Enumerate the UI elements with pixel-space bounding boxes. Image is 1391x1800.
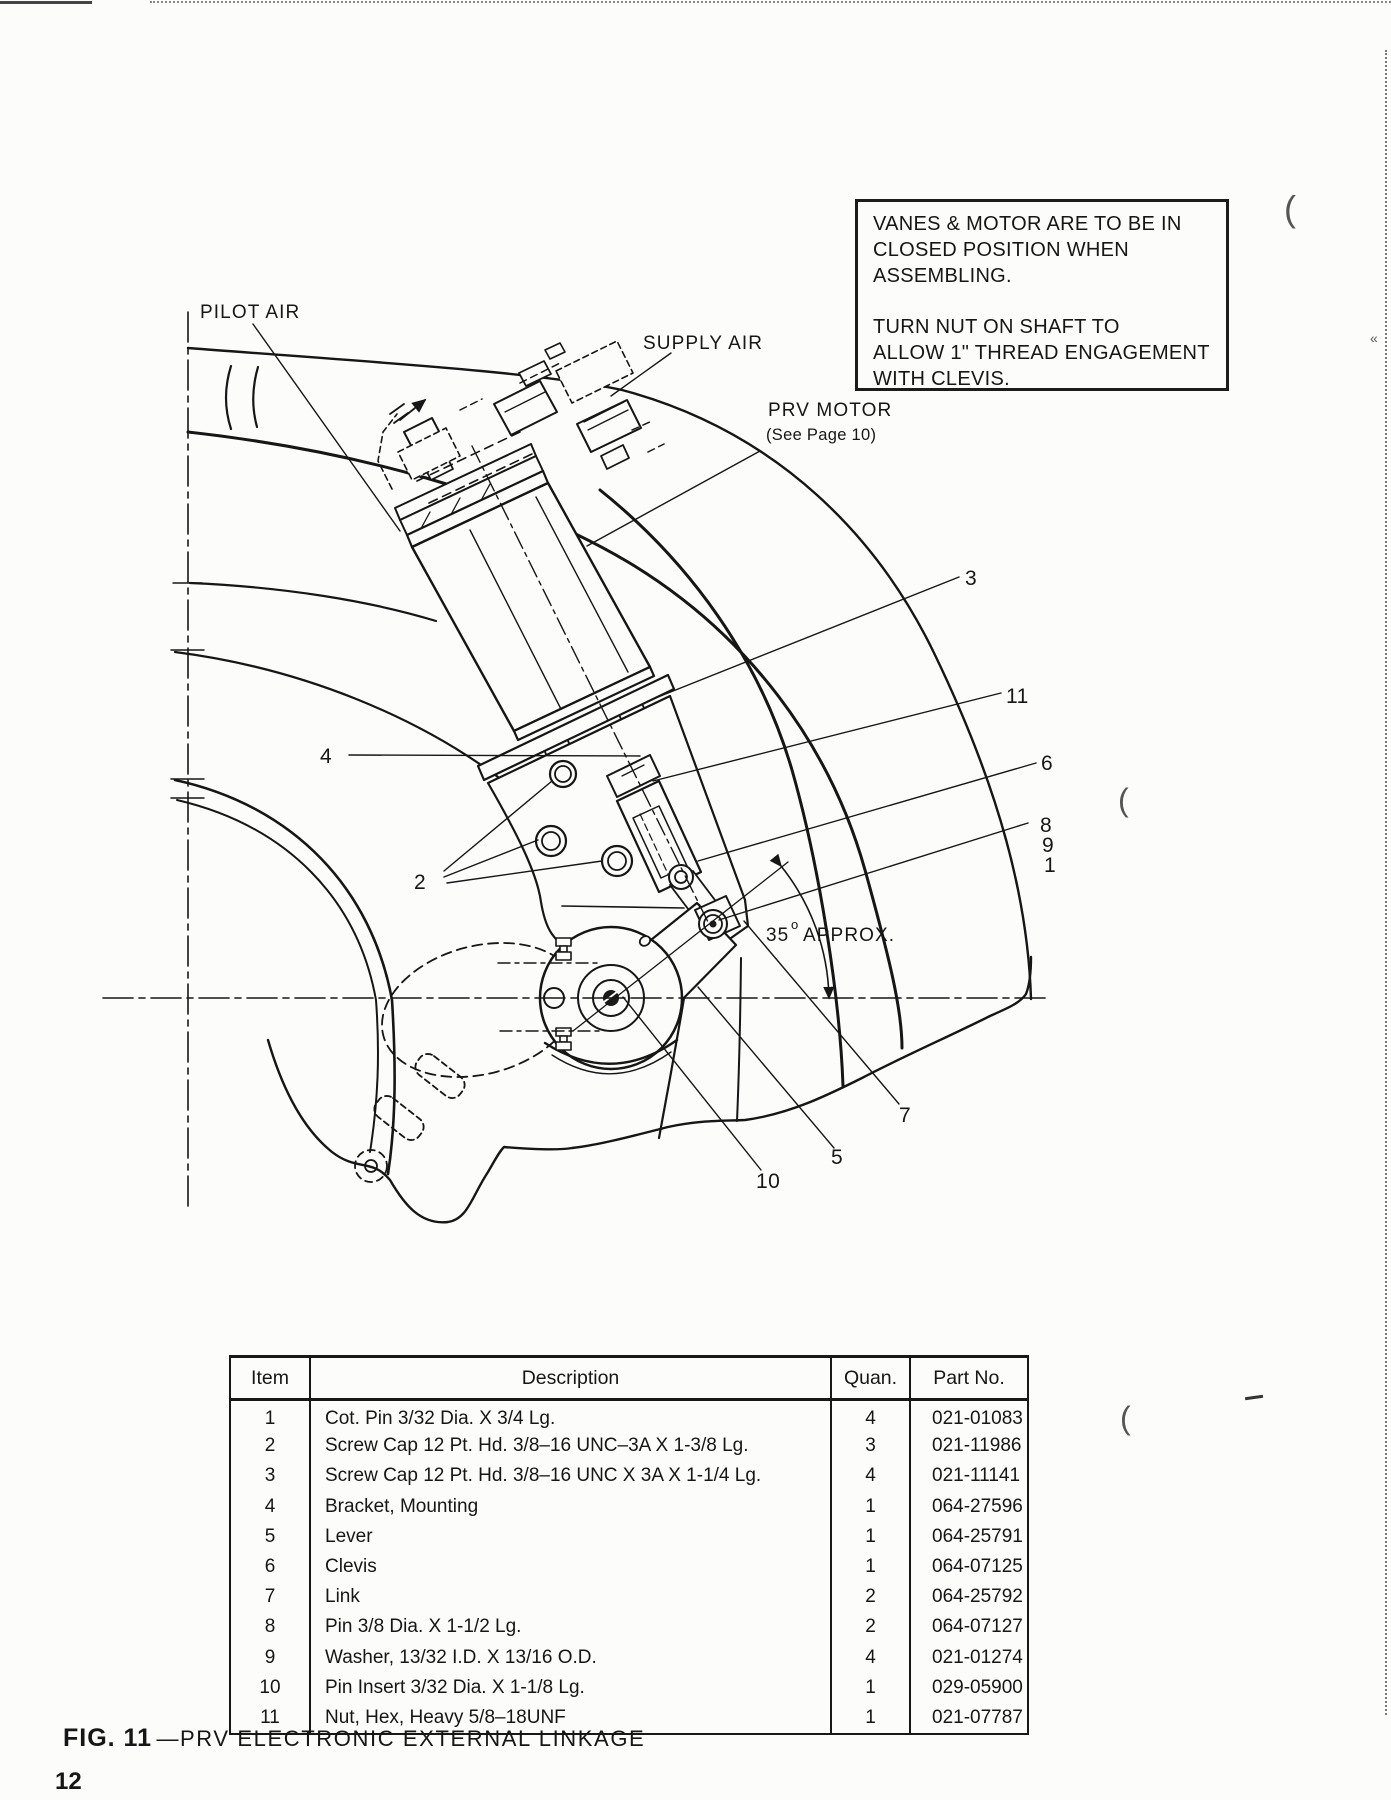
leader-pilot-air: [253, 324, 400, 531]
supply-fitting: [577, 400, 641, 452]
supply-foot: [601, 445, 629, 469]
cell-item: 4: [264, 1495, 276, 1517]
table-row: [231, 1643, 1027, 1673]
callout-10: 10: [756, 1170, 781, 1193]
supply-air-label: SUPPLY AIR: [643, 333, 764, 354]
table-row: [231, 1612, 1027, 1642]
cell-part-no: 064-07125: [909, 1552, 1027, 1582]
cell-quan: 1: [830, 1522, 909, 1552]
table-header-row: [231, 1358, 1027, 1401]
cell-description: Link: [309, 1582, 830, 1612]
header-item: Item: [251, 1367, 289, 1389]
angle-value-label: 35: [766, 925, 790, 946]
table-row: [231, 1673, 1027, 1703]
figure-title: —PRV ELECTRONIC EXTERNAL LINKAGE: [156, 1726, 646, 1751]
cell-quan: 3: [830, 1431, 909, 1461]
cell-part-no: 021-01274: [909, 1643, 1027, 1673]
page-number: 12: [55, 1768, 82, 1795]
scan-edge-right: [1385, 50, 1387, 1715]
note-box: [855, 199, 1229, 391]
cell-part-no: 064-25791: [909, 1522, 1027, 1552]
inlet-curve-right: [253, 367, 258, 427]
scan-paren-2: (: [1118, 782, 1129, 818]
table-row: [231, 1552, 1027, 1582]
cell-description: Bracket, Mounting: [309, 1492, 830, 1522]
cell-quan: 1: [830, 1703, 909, 1733]
table-row: [231, 1401, 1027, 1431]
cell-quan: 1: [830, 1673, 909, 1703]
cell-quan: 4: [830, 1643, 909, 1673]
inlet-curve-left: [226, 366, 231, 429]
cell-item: 1: [264, 1408, 276, 1429]
cell-quan: 1: [830, 1552, 909, 1582]
screw-a-inner: [555, 766, 571, 782]
cell-description: Lever: [309, 1522, 830, 1552]
cell-quan: 2: [830, 1612, 909, 1642]
cell-description: Screw Cap 12 Pt. Hd. 3/8–16 UNC–3A X 1-3/8 Lg.: [309, 1431, 830, 1461]
cell-quan: 1: [830, 1492, 909, 1522]
header-description: Description: [309, 1358, 830, 1398]
cell-part-no: 021-01083: [909, 1401, 1027, 1431]
cell-item: 10: [259, 1676, 281, 1698]
rim-arc-2: [175, 652, 510, 786]
table-row: [231, 1492, 1027, 1522]
scan-edge-dots: [150, 1, 1391, 3]
valve-body: [494, 381, 557, 435]
header-quan: Quan.: [830, 1358, 909, 1398]
prv-motor-sublabel: (See Page 10): [766, 426, 877, 444]
callout-5: 5: [831, 1146, 844, 1169]
note-line: WITH CLEVIS.: [873, 367, 1010, 390]
callout-1: 1: [1044, 854, 1057, 877]
cell-item: 8: [264, 1616, 276, 1638]
cell-item: 11: [260, 1706, 280, 1728]
cell-quan: 2: [830, 1582, 909, 1612]
callout-8: 8: [1040, 814, 1053, 837]
leader-callout-3: [648, 577, 959, 701]
cell-description: Nut, Hex, Heavy 5/8–18UNF: [309, 1703, 830, 1733]
cell-part-no: 064-25792: [909, 1582, 1027, 1612]
cell-part-no: 021-11141: [909, 1461, 1027, 1491]
figure-number: FIG. 11: [63, 1724, 152, 1752]
leader-callout-6: [698, 763, 1036, 861]
angle-degree-label: o: [791, 917, 799, 932]
scan-mark-small: «: [1370, 330, 1378, 346]
note-line: CLOSED POSITION WHEN: [873, 238, 1130, 261]
vane-line-2: [737, 958, 741, 1121]
callout-7: 7: [899, 1104, 912, 1127]
valve-cap: [545, 343, 565, 359]
callout-6: 6: [1041, 752, 1054, 775]
table-row: [231, 1582, 1027, 1612]
leader-callout-4: [349, 755, 640, 756]
cell-item: 2: [264, 1435, 276, 1457]
screw-c-inner: [608, 852, 626, 870]
scan-edge-mark: [0, 1, 92, 4]
pilot-air-label: PILOT AIR: [200, 302, 301, 323]
figure-caption: [63, 1724, 645, 1753]
cell-item: 9: [264, 1646, 276, 1668]
prv-motor-label: PRV MOTOR: [768, 400, 893, 421]
cell-part-no: 064-07127: [909, 1612, 1027, 1642]
cell-description: Washer, 13/32 I.D. X 13/16 O.D.: [309, 1643, 830, 1673]
parts-table: [229, 1355, 1029, 1735]
cell-item: 7: [264, 1586, 276, 1608]
cell-description: Pin 3/8 Dia. X 1-1/2 Lg.: [309, 1612, 830, 1642]
callout-2: 2: [414, 871, 427, 894]
callout-11: 11: [1006, 685, 1029, 708]
cell-description: Cot. Pin 3/32 Dia. X 3/4 Lg.: [309, 1401, 830, 1431]
note-line: VANES & MOTOR ARE TO BE IN: [873, 213, 1182, 235]
cell-part-no: 021-11986: [909, 1431, 1027, 1461]
hidden-link-1: [411, 1050, 468, 1102]
rim-arc-3: [175, 780, 395, 1174]
note-line: ALLOW 1" THREAD ENGAGEMENT: [873, 341, 1210, 364]
cell-item: 3: [264, 1465, 276, 1487]
cell-quan: 4: [830, 1401, 909, 1431]
table-row: [231, 1431, 1027, 1461]
valve-top: [519, 361, 551, 386]
note-line: [873, 289, 1214, 315]
hidden-link-2: [370, 1092, 427, 1144]
cell-quan: 4: [830, 1461, 909, 1491]
angle-suffix-label: APPROX.: [803, 925, 896, 946]
scan-paren-1: (: [1284, 188, 1296, 229]
cell-part-no: 029-05900: [909, 1673, 1027, 1703]
cell-description: Screw Cap 12 Pt. Hd. 3/8–16 UNC X 3A X 1-1/4 Lg.: [309, 1461, 830, 1491]
leader-callout-11: [653, 693, 1001, 781]
callout-4: 4: [320, 745, 333, 768]
cell-description: Pin Insert 3/32 Dia. X 1-1/8 Lg.: [309, 1673, 830, 1703]
cluster-dashed-contour: [378, 414, 397, 489]
note-line: ASSEMBLING.: [873, 264, 1012, 287]
cell-part-no: 021-07787: [909, 1703, 1027, 1733]
dashed-box-2: [556, 341, 633, 403]
callout-3: 3: [965, 567, 978, 590]
leader-callout-5: [698, 987, 834, 1148]
cell-item: 6: [264, 1555, 276, 1577]
rim-arc-4: [177, 800, 378, 1152]
cell-description: Clevis: [309, 1552, 830, 1582]
table-row: [231, 1461, 1027, 1491]
header-part-no: Part No.: [909, 1358, 1027, 1398]
screw-b-inner: [542, 832, 560, 850]
flow-arrow: [400, 400, 425, 420]
cell-item: 5: [264, 1525, 276, 1547]
callout-9: 9: [1042, 834, 1055, 857]
scan-paren-3: (: [1120, 1400, 1131, 1436]
cell-part-no: 064-27596: [909, 1492, 1027, 1522]
table-row: [231, 1522, 1027, 1552]
note-line: TURN NUT ON SHAFT TO: [873, 316, 1120, 339]
table-body: [231, 1401, 1027, 1733]
rim-arc-1: [190, 583, 436, 621]
